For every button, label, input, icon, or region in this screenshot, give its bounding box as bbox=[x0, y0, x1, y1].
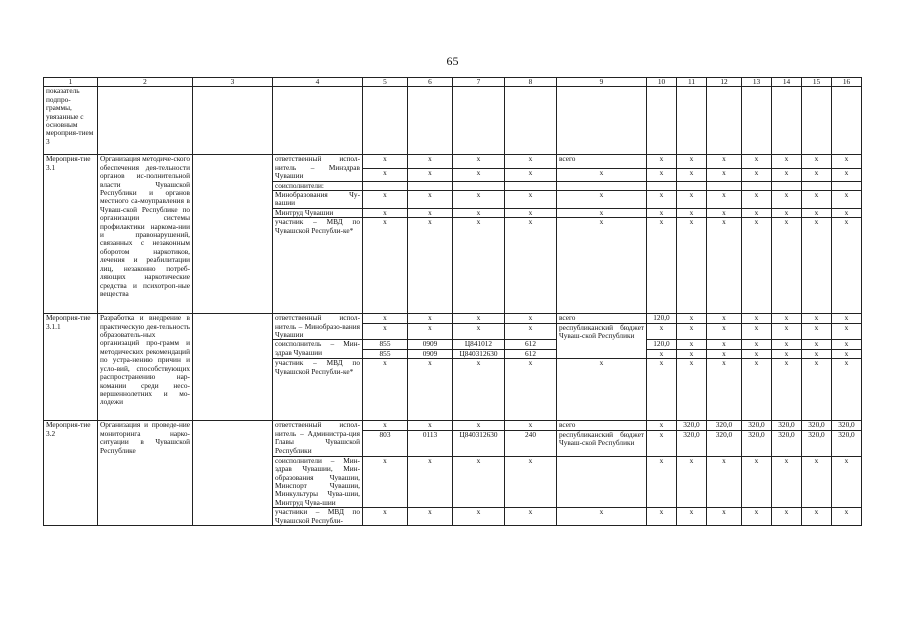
value-cell: x bbox=[647, 191, 677, 209]
value-cell: x bbox=[772, 168, 802, 181]
empty-cell bbox=[742, 181, 772, 190]
column-number: 4 bbox=[273, 78, 363, 87]
value-cell: x bbox=[832, 340, 862, 349]
value-cell: x bbox=[647, 208, 677, 217]
grbs-cell: x bbox=[363, 168, 408, 181]
section-cell: x bbox=[408, 191, 453, 209]
value-cell: x bbox=[707, 323, 742, 340]
empty-cell bbox=[802, 87, 832, 155]
value-cell: x bbox=[707, 168, 742, 181]
value-cell: x bbox=[742, 340, 772, 349]
expense-type-cell: x bbox=[505, 155, 557, 168]
value-cell: x bbox=[647, 430, 677, 456]
expense-type-cell: x bbox=[505, 208, 557, 217]
target-article-cell: x bbox=[453, 218, 505, 314]
empty-cell bbox=[193, 314, 273, 421]
value-cell: x bbox=[772, 359, 802, 421]
expense-type-cell: 612 bbox=[505, 340, 557, 349]
value-cell: x bbox=[742, 456, 772, 507]
value-cell: x bbox=[832, 218, 862, 314]
executor-cell: ответственный испол-нитель – Минздрав Чувашии bbox=[273, 155, 363, 181]
column-number: 11 bbox=[677, 78, 707, 87]
column-number: 10 bbox=[647, 78, 677, 87]
section-cell: x bbox=[408, 168, 453, 181]
expense-type-cell: x bbox=[505, 508, 557, 526]
empty-cell bbox=[557, 181, 647, 190]
value-cell: 320,0 bbox=[707, 421, 742, 430]
executor-cell: соисполнители: bbox=[273, 181, 363, 190]
empty-cell bbox=[647, 87, 677, 155]
value-cell: x bbox=[742, 208, 772, 217]
value-cell: x bbox=[647, 323, 677, 340]
empty-cell bbox=[505, 87, 557, 155]
value-cell: x bbox=[772, 314, 802, 323]
value-cell: x bbox=[647, 155, 677, 168]
value-cell: x bbox=[677, 359, 707, 421]
value-cell: x bbox=[802, 323, 832, 340]
value-cell: x bbox=[772, 323, 802, 340]
value-cell: x bbox=[707, 456, 742, 507]
empty-cell bbox=[193, 155, 273, 314]
table-row bbox=[44, 155, 862, 168]
value-cell: x bbox=[647, 168, 677, 181]
column-number: 13 bbox=[742, 78, 772, 87]
target-article-cell: Ц840312630 bbox=[453, 349, 505, 358]
value-cell: 320,0 bbox=[677, 430, 707, 456]
grbs-cell: 855 bbox=[363, 349, 408, 358]
value-cell: x bbox=[677, 168, 707, 181]
value-cell: x bbox=[707, 314, 742, 323]
grbs-cell: x bbox=[363, 191, 408, 209]
value-cell: x bbox=[677, 508, 707, 526]
value-cell: x bbox=[742, 359, 772, 421]
activity-code: Мероприя-тие 3.2 bbox=[44, 421, 98, 526]
executor-cell: участник – МВД по Чувашской Республи-ке* bbox=[273, 218, 363, 314]
value-cell: x bbox=[647, 456, 677, 507]
empty-cell bbox=[677, 181, 707, 190]
empty-cell bbox=[707, 181, 742, 190]
value-cell: x bbox=[677, 314, 707, 323]
grbs-cell: x bbox=[363, 323, 408, 340]
section-cell: x bbox=[408, 421, 453, 430]
value-cell: x bbox=[707, 349, 742, 358]
grbs-cell: x bbox=[363, 155, 408, 168]
value-cell: x bbox=[677, 208, 707, 217]
value-cell: 320,0 bbox=[802, 430, 832, 456]
value-cell: x bbox=[832, 359, 862, 421]
funding-source-cell: x bbox=[557, 191, 647, 209]
funding-source-cell: республиканский бюджет Чуваш-ской Республики bbox=[557, 323, 647, 359]
section-cell: 0909 bbox=[408, 349, 453, 358]
empty-cell bbox=[772, 181, 802, 190]
value-cell: x bbox=[742, 155, 772, 168]
expense-type-cell: 240 bbox=[505, 430, 557, 456]
value-cell: 120,0 bbox=[647, 314, 677, 323]
empty-cell bbox=[647, 181, 677, 190]
activity-title: Организация и проведе-ние мониторинга нарко-ситуации в Чувашской Республике bbox=[98, 421, 193, 526]
value-cell: x bbox=[647, 349, 677, 358]
value-cell: x bbox=[832, 168, 862, 181]
empty-cell bbox=[453, 87, 505, 155]
column-number: 2 bbox=[98, 78, 193, 87]
grbs-cell: x bbox=[363, 314, 408, 323]
value-cell: x bbox=[677, 218, 707, 314]
value-cell: x bbox=[772, 340, 802, 349]
empty-cell bbox=[557, 87, 647, 155]
value-cell: x bbox=[647, 508, 677, 526]
target-article-cell: x bbox=[453, 456, 505, 507]
table-row bbox=[44, 314, 862, 323]
value-cell: x bbox=[802, 340, 832, 349]
activity-title: Разработка и внедрение в практическую дея-тельность образователь-ных организаций про-грамм и методических рекомендаций по устра-нению причин и усло-вий, способствующих распространению нар-комании среди несо-вершеннолетних и мо-лодежи bbox=[98, 314, 193, 421]
target-article-cell: x bbox=[453, 155, 505, 168]
value-cell: x bbox=[802, 359, 832, 421]
expense-type-cell: 612 bbox=[505, 349, 557, 358]
activity-code: Мероприя-тие 3.1.1 bbox=[44, 314, 98, 421]
empty-cell bbox=[273, 87, 363, 155]
empty-cell bbox=[742, 87, 772, 155]
empty-cell bbox=[707, 87, 742, 155]
column-number: 7 bbox=[453, 78, 505, 87]
header-row bbox=[44, 78, 862, 87]
executor-cell: ответственный испол-нитель – Минобразо-вания Чувашии bbox=[273, 314, 363, 340]
value-cell: x bbox=[707, 508, 742, 526]
value-cell: x bbox=[677, 155, 707, 168]
target-article-cell: x bbox=[453, 323, 505, 340]
empty-cell bbox=[677, 87, 707, 155]
value-cell: x bbox=[832, 323, 862, 340]
value-cell: x bbox=[802, 349, 832, 358]
activity-title: Организация методиче-ского обеспечения дея-тельности органов ис-полнительной власти Чувашской Республики и органов местного са-моуправления в Чуваш-ской Республике по организации системы профилактики наркома-нии и правонарушений, связанных с незаконным оборотом наркотиков, лечения и реабилитации лиц, незаконно потреб-ляющих наркотические средства и психотроп-ные вещества bbox=[98, 155, 193, 314]
grbs-cell: x bbox=[363, 456, 408, 507]
funding-source-cell: x bbox=[557, 359, 647, 421]
value-cell: 320,0 bbox=[832, 421, 862, 430]
empty-cell bbox=[408, 181, 453, 190]
value-cell: x bbox=[707, 359, 742, 421]
expense-type-cell: x bbox=[505, 314, 557, 323]
grbs-cell: x bbox=[363, 508, 408, 526]
value-cell: x bbox=[742, 314, 772, 323]
table-row bbox=[44, 421, 862, 430]
column-number: 16 bbox=[832, 78, 862, 87]
expense-type-cell: x bbox=[505, 191, 557, 209]
executor-cell: участник – МВД по Чувашской Республи-ке* bbox=[273, 359, 363, 421]
value-cell: x bbox=[832, 314, 862, 323]
section-cell: x bbox=[408, 155, 453, 168]
expense-type-cell: x bbox=[505, 456, 557, 507]
empty-cell bbox=[505, 181, 557, 190]
table-body bbox=[44, 78, 862, 526]
value-cell: x bbox=[707, 340, 742, 349]
funding-source-cell: всего bbox=[557, 155, 647, 168]
value-cell: x bbox=[832, 456, 862, 507]
empty-cell bbox=[363, 87, 408, 155]
target-article-cell: x bbox=[453, 421, 505, 430]
value-cell: x bbox=[772, 208, 802, 217]
value-cell: 320,0 bbox=[707, 430, 742, 456]
value-cell: x bbox=[677, 456, 707, 507]
value-cell: x bbox=[772, 191, 802, 209]
target-article-cell: x bbox=[453, 508, 505, 526]
funding-source-cell: x bbox=[557, 208, 647, 217]
column-number: 9 bbox=[557, 78, 647, 87]
value-cell: x bbox=[707, 191, 742, 209]
activity-code: Мероприя-тие 3.1 bbox=[44, 155, 98, 314]
empty-cell bbox=[772, 87, 802, 155]
section-cell: x bbox=[408, 314, 453, 323]
value-cell: x bbox=[832, 508, 862, 526]
value-cell: x bbox=[677, 340, 707, 349]
target-article-cell: x bbox=[453, 314, 505, 323]
value-cell: x bbox=[707, 155, 742, 168]
empty-cell bbox=[832, 181, 862, 190]
value-cell: x bbox=[677, 349, 707, 358]
value-cell: x bbox=[677, 323, 707, 340]
intro-cell: показатель подпро-граммы, увязанные с основным мероприя-тием 3 bbox=[44, 87, 98, 155]
grbs-cell: x bbox=[363, 208, 408, 217]
funding-source-cell: всего bbox=[557, 314, 647, 323]
grbs-cell: x bbox=[363, 218, 408, 314]
value-cell: x bbox=[742, 323, 772, 340]
funding-source-cell bbox=[557, 456, 647, 507]
value-cell: x bbox=[742, 191, 772, 209]
empty-cell bbox=[408, 87, 453, 155]
column-number: 6 bbox=[408, 78, 453, 87]
value-cell: x bbox=[647, 359, 677, 421]
funding-source-cell: республиканский бюджет Чуваш-ской Республики bbox=[557, 430, 647, 456]
expense-type-cell: x bbox=[505, 359, 557, 421]
section-cell: x bbox=[408, 359, 453, 421]
value-cell: x bbox=[742, 168, 772, 181]
value-cell: 320,0 bbox=[742, 430, 772, 456]
value-cell: x bbox=[772, 349, 802, 358]
grbs-cell: 855 bbox=[363, 340, 408, 349]
value-cell: x bbox=[707, 208, 742, 217]
grbs-cell: 803 bbox=[363, 430, 408, 456]
empty-cell bbox=[832, 87, 862, 155]
section-cell: x bbox=[408, 208, 453, 217]
value-cell: x bbox=[647, 218, 677, 314]
expense-type-cell: x bbox=[505, 218, 557, 314]
column-number: 14 bbox=[772, 78, 802, 87]
executor-cell: Минтруд Чувашии bbox=[273, 208, 363, 217]
executor-cell: ответственный испол-нитель – Администра-ция Главы Чувашской Республики bbox=[273, 421, 363, 456]
value-cell: x bbox=[802, 508, 832, 526]
value-cell: 320,0 bbox=[677, 421, 707, 430]
value-cell: 320,0 bbox=[802, 421, 832, 430]
section-cell: 0113 bbox=[408, 430, 453, 456]
value-cell: x bbox=[742, 349, 772, 358]
value-cell: x bbox=[677, 191, 707, 209]
value-cell: x bbox=[802, 168, 832, 181]
funding-source-cell: всего bbox=[557, 421, 647, 430]
empty-cell bbox=[453, 181, 505, 190]
value-cell: x bbox=[772, 155, 802, 168]
grbs-cell: x bbox=[363, 421, 408, 430]
value-cell: x bbox=[802, 191, 832, 209]
value-cell: x bbox=[772, 508, 802, 526]
executor-cell: соисполнители – Мин-здрав Чувашии, Мин-образования Чувашии, Минспорт Чувашии, Минкультуры Чува-шии, Минтруд Чува-шии bbox=[273, 456, 363, 507]
target-article-cell: x bbox=[453, 191, 505, 209]
column-number: 12 bbox=[707, 78, 742, 87]
column-number: 1 bbox=[44, 78, 98, 87]
empty-cell bbox=[98, 87, 193, 155]
column-number: 8 bbox=[505, 78, 557, 87]
empty-cell bbox=[193, 421, 273, 526]
section-cell: x bbox=[408, 323, 453, 340]
value-cell: 320,0 bbox=[832, 430, 862, 456]
section-cell: 0909 bbox=[408, 340, 453, 349]
target-article-cell: Ц841012 bbox=[453, 340, 505, 349]
value-cell: x bbox=[832, 349, 862, 358]
value-cell: x bbox=[832, 208, 862, 217]
funding-source-cell: x bbox=[557, 168, 647, 181]
value-cell: 320,0 bbox=[772, 430, 802, 456]
grbs-cell: x bbox=[363, 359, 408, 421]
page-number: 65 bbox=[446, 54, 459, 68]
value-cell: 320,0 bbox=[772, 421, 802, 430]
value-cell: x bbox=[742, 218, 772, 314]
column-number: 3 bbox=[193, 78, 273, 87]
executor-cell: Минобразования Чу-вашии bbox=[273, 191, 363, 209]
target-article-cell: x bbox=[453, 208, 505, 217]
value-cell: x bbox=[802, 456, 832, 507]
value-cell: x bbox=[802, 314, 832, 323]
value-cell: x bbox=[647, 421, 677, 430]
value-cell: x bbox=[707, 218, 742, 314]
target-article-cell: Ц840312630 bbox=[453, 430, 505, 456]
empty-cell bbox=[363, 181, 408, 190]
expense-type-cell: x bbox=[505, 168, 557, 181]
table-row-intro bbox=[44, 87, 862, 155]
section-cell: x bbox=[408, 508, 453, 526]
executor-cell: соисполнитель – Мин-здрав Чувашии bbox=[273, 340, 363, 359]
section-cell: x bbox=[408, 456, 453, 507]
funding-source-cell: x bbox=[557, 508, 647, 526]
value-cell: x bbox=[802, 155, 832, 168]
value-cell: x bbox=[802, 208, 832, 217]
column-number: 15 bbox=[802, 78, 832, 87]
expense-type-cell: x bbox=[505, 421, 557, 430]
target-article-cell: x bbox=[453, 168, 505, 181]
executor-cell: участники – МВД по Чувашской Республи- bbox=[273, 508, 363, 526]
column-number: 5 bbox=[363, 78, 408, 87]
empty-cell bbox=[193, 87, 273, 155]
value-cell: x bbox=[832, 155, 862, 168]
empty-cell bbox=[802, 181, 832, 190]
value-cell: x bbox=[772, 218, 802, 314]
value-cell: 120,0 bbox=[647, 340, 677, 349]
section-cell: x bbox=[408, 218, 453, 314]
value-cell: x bbox=[832, 191, 862, 209]
expense-type-cell: x bbox=[505, 323, 557, 340]
value-cell: 320,0 bbox=[742, 421, 772, 430]
value-cell: x bbox=[742, 508, 772, 526]
funding-source-cell: x bbox=[557, 218, 647, 314]
target-article-cell: x bbox=[453, 359, 505, 421]
value-cell: x bbox=[772, 456, 802, 507]
value-cell: x bbox=[802, 218, 832, 314]
budget-table bbox=[43, 77, 862, 526]
